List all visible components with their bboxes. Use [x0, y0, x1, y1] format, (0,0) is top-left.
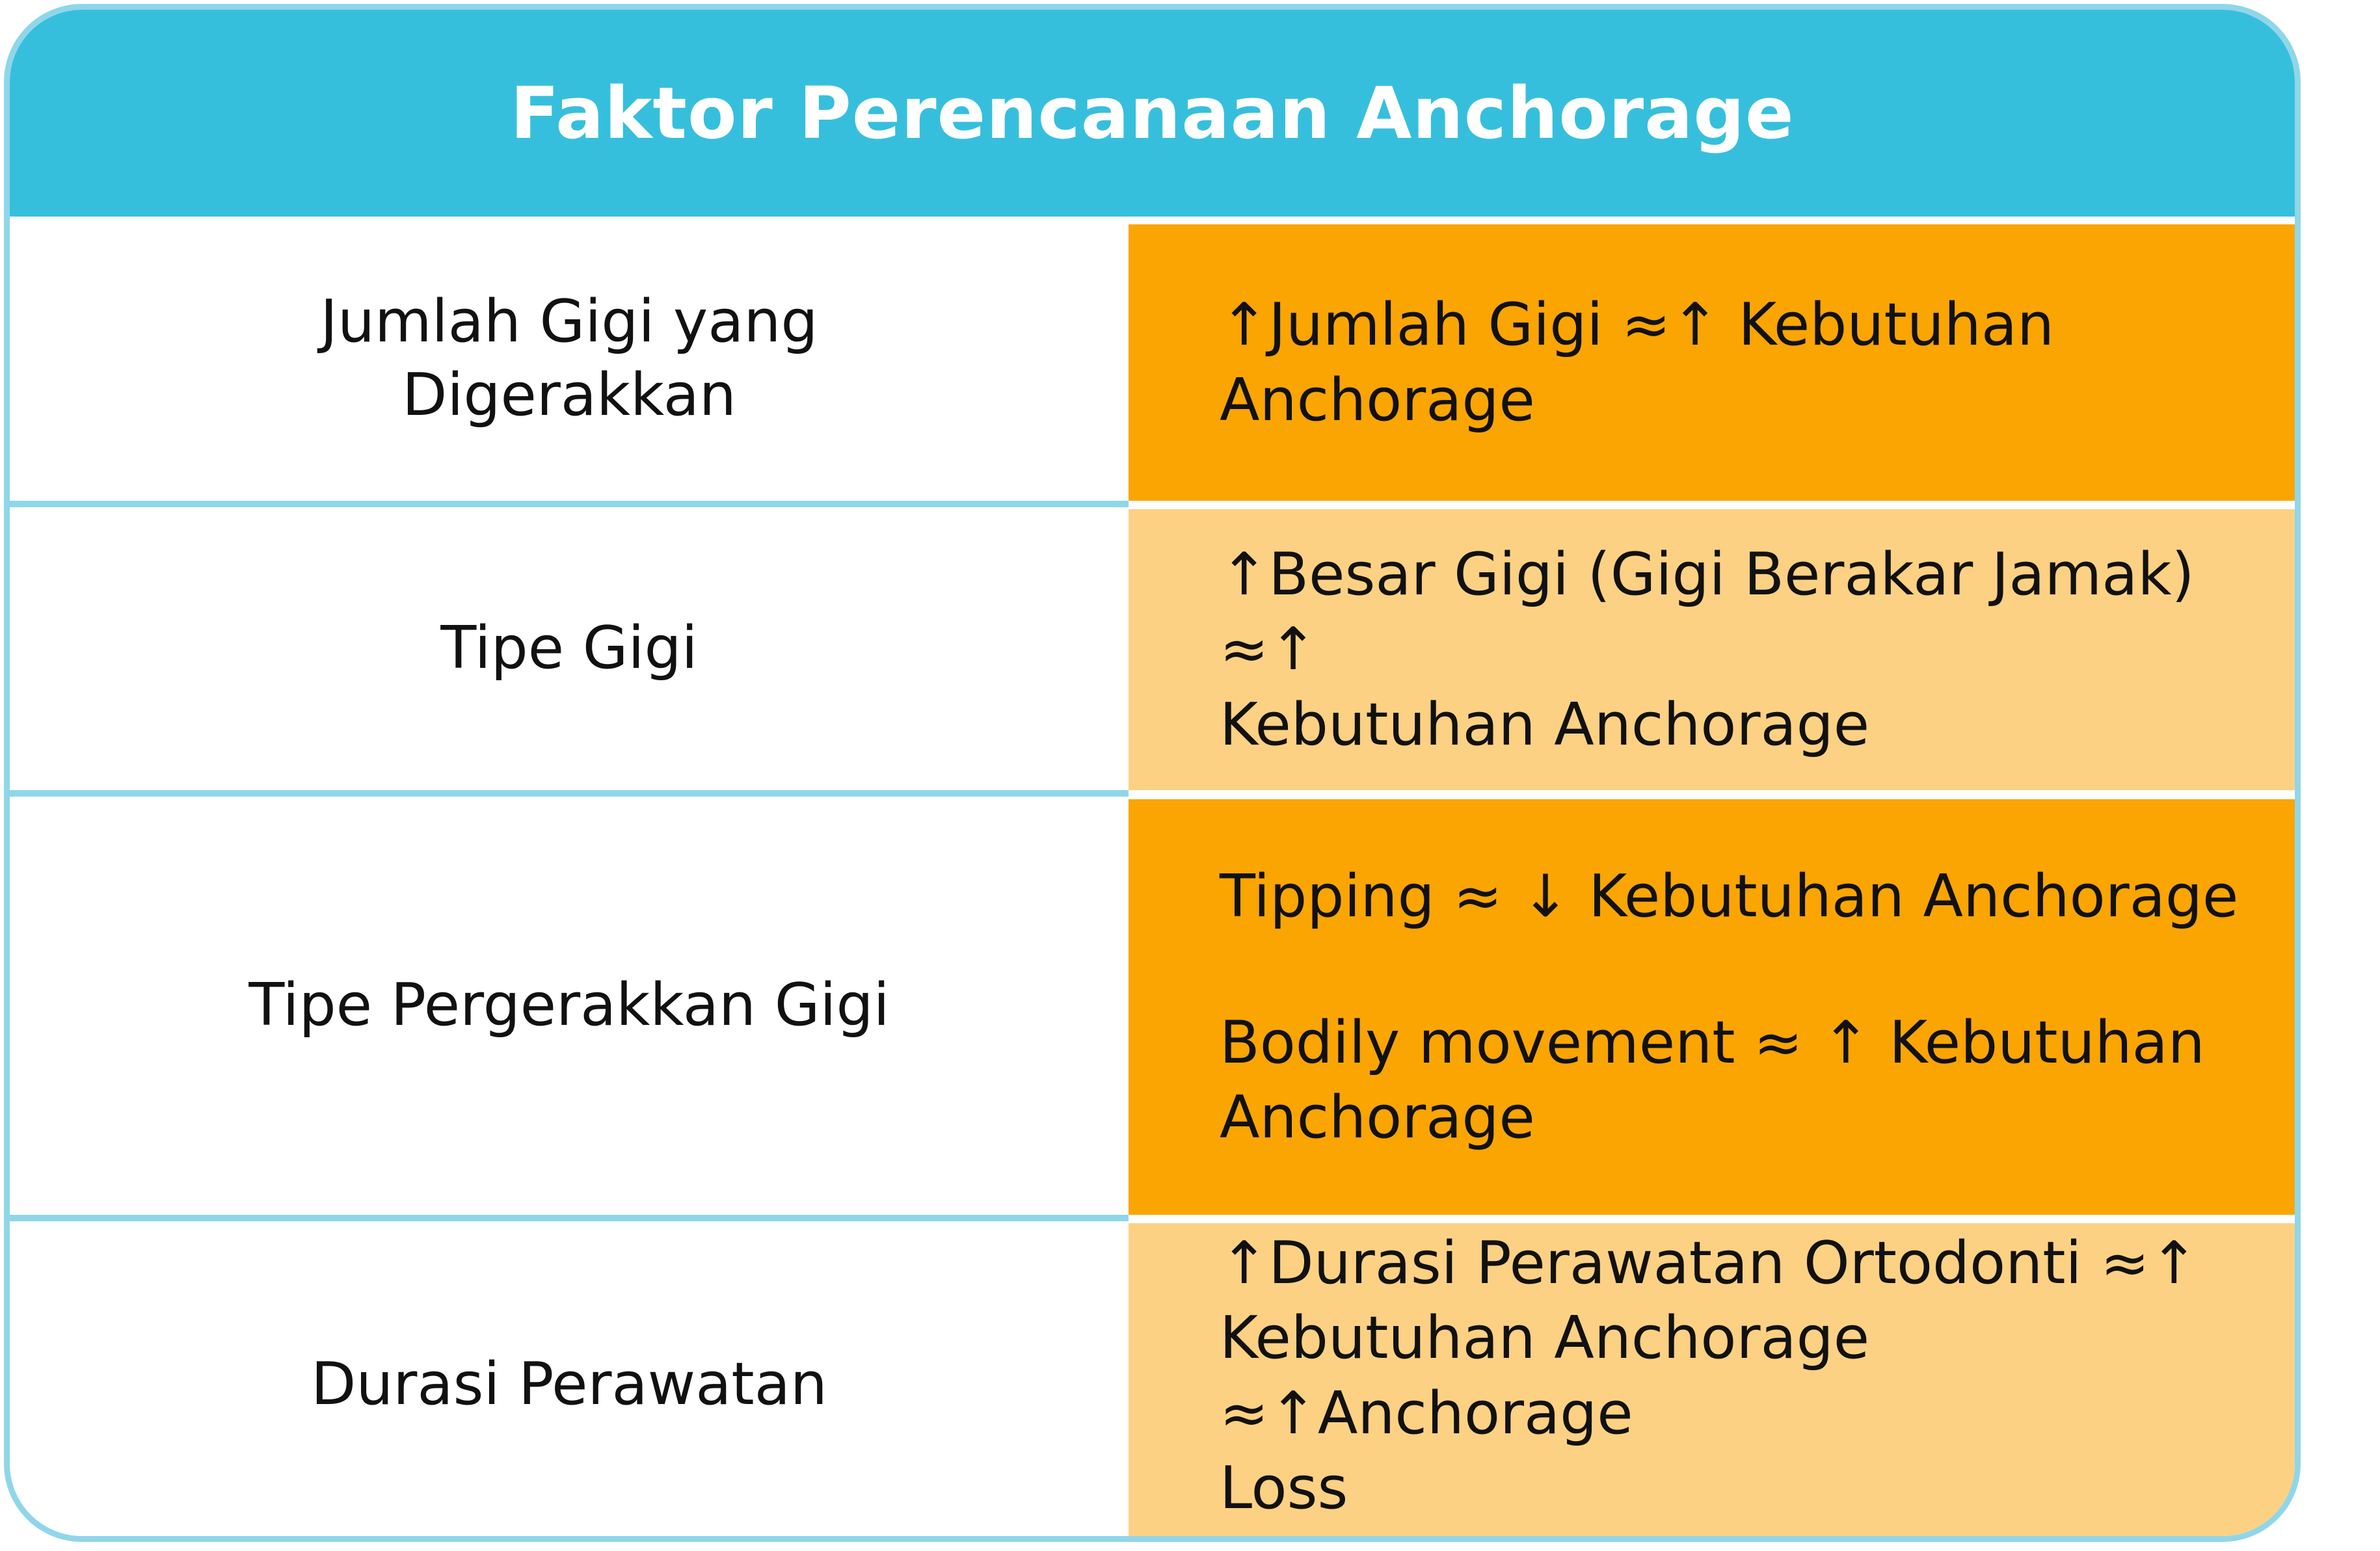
effect-cell-tipe-gigi — [1129, 509, 2295, 790]
factor-text-line: Jumlah Gigi yang — [320, 287, 818, 356]
effect-text-line: Anchorage — [1220, 365, 1535, 434]
line-gap — [1220, 934, 2243, 1005]
effect-text-line: Tipping ≈ ↓ Kebutuhan Anchorage — [1220, 862, 2239, 931]
effect-text-line: Bodily movement ≈ ↑ Kebutuhan — [1220, 1008, 2205, 1077]
factor-cell-tipe-gigi — [10, 507, 1129, 790]
table-header — [10, 10, 2295, 217]
factor-text-line: Durasi Perawatan — [311, 1349, 827, 1418]
factor-cell-durasi-perawatan — [10, 1221, 1129, 1542]
factor-text-line: Tipe Pergerakkan Gigi — [248, 971, 890, 1040]
factor-cell-jumlah-gigi — [10, 217, 1129, 501]
row-divider — [10, 790, 1129, 797]
anchorage-factors-table — [4, 4, 2301, 1542]
effect-cell-tipe-pergerakkan — [1129, 799, 2295, 1215]
effect-cell-durasi-perawatan — [1129, 1223, 2295, 1542]
effect-text-line: Kebutuhan Anchorage — [1220, 690, 1870, 759]
factor-cell-tipe-pergerakkan — [10, 797, 1129, 1215]
factor-text-line: Digerakkan — [402, 360, 736, 429]
row-divider — [10, 501, 1129, 507]
table-title: Faktor Perencanaan Anchorage — [510, 72, 1795, 155]
effect-text-line: Anchorage — [1220, 1083, 1535, 1152]
effect-cell-jumlah-gigi — [1129, 224, 2295, 501]
effect-text-line: ↑Besar Gigi (Gigi Berakar Jamak) ≈↑ — [1220, 540, 2195, 684]
row-divider — [10, 1215, 1129, 1221]
effect-text-line: Loss — [1220, 1453, 1348, 1522]
effect-text-line: ↑Durasi Perawatan Ortodonti ≈↑ — [1220, 1229, 2199, 1298]
effect-text-line: Kebutuhan Anchorage ≈↑Anchorage — [1220, 1304, 1870, 1448]
effect-text-line: ↑Jumlah Gigi ≈↑ Kebutuhan — [1220, 291, 2055, 360]
factor-text-line: Tipe Gigi — [440, 614, 698, 683]
